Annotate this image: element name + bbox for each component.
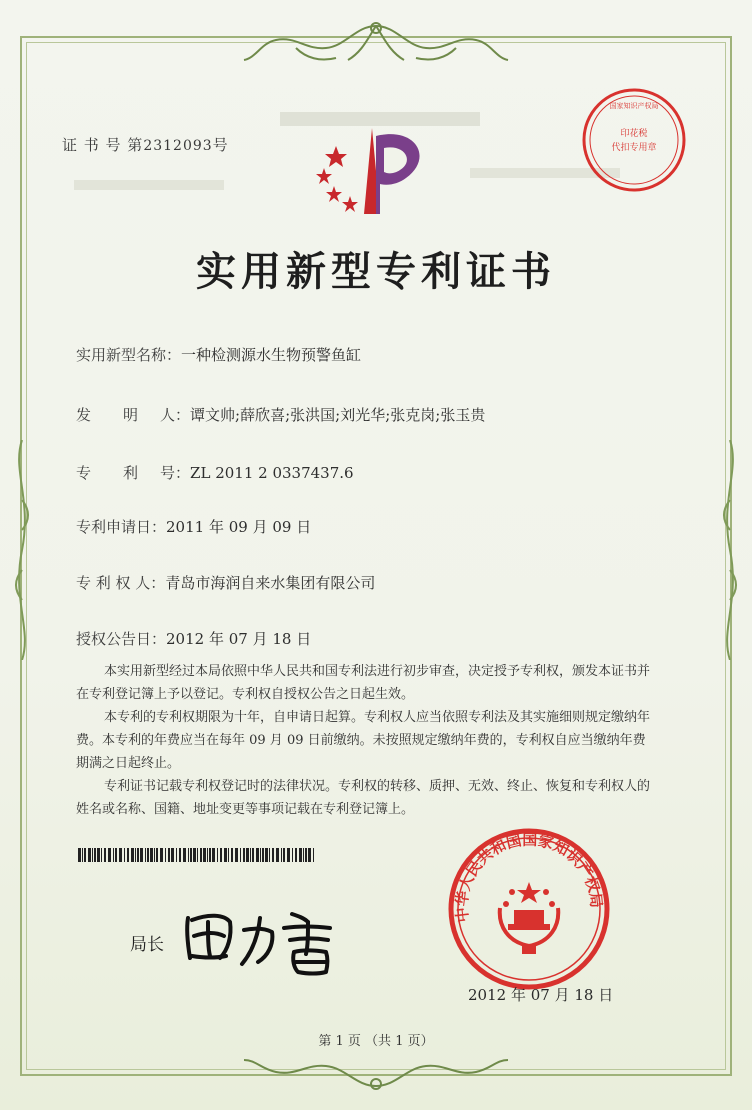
certificate-title: 实用新型专利证书 [196,248,556,295]
background-watermark [74,180,224,190]
field-patentee [76,572,375,593]
field-value: 2011 年 09 月 09 日 [166,518,312,536]
barcode [78,848,318,862]
field-label: 号： [160,464,191,482]
field-label: 专 利 权 人： [76,574,166,592]
issue-date: 2012 年 07 月 18 日 [468,986,614,1004]
field-value: 青岛市海润自来水集团有限公司 [165,574,376,592]
field-label: 人： [160,406,191,424]
svg-text:国家知识产权局: 国家知识产权局 [609,102,659,110]
field-value: 一种检测源水生物预警鱼缸 [181,346,362,364]
field-application-date [76,516,311,537]
field-utility-name [76,344,361,365]
certificate-number-value: 2312093 [143,138,213,154]
body-paragraph: 专利证书记载专利权登记时的法律状况。专利权的转移、质押、无效、终止、恢复和专利权人的姓名或名称、国籍、地址变更等事项记载在专利登记簿上。 [76,779,651,817]
field-value: ZL 2011 2 0337437.6 [190,464,354,482]
tax-stamp-seal [580,86,688,194]
field-value: 2012 年 07 月 18 日 [166,630,312,648]
certificate-number [62,134,229,155]
left-ornament [8,440,34,660]
field-patent-number [76,462,354,483]
patent-office-emblem-icon [306,118,446,228]
national-ip-office-seal [446,826,612,992]
body-paragraph: 本专利的专利权期限为十年，自申请日起算。专利权人应当依照专利法及其实施细则规定缴纳年费。本专利的年费应当在每年 09 月 09 日前缴纳。未按照规定缴纳年费的，专利权自应当缴纳年费期满之日起终止。 [76,710,651,771]
field-value: 谭文帅;薛欣喜;张洪国;刘光华;张克岗;张玉贵 [190,406,486,424]
field-label: 专利申请日： [76,518,167,536]
field-announcement-date [76,628,311,649]
director-signature [180,900,350,980]
field-label: 明 [123,406,139,424]
field-label: 利 [123,464,139,482]
field-label: 授权公告日： [76,630,167,648]
body-paragraph: 本实用新型经过本局依照中华人民共和国专利法进行初步审查，决定授予专利权，颁发本证书并在专利登记簿上予以登记。专利权自授权公告之日起生效。 [76,664,651,702]
certificate-body [76,660,658,821]
field-label: 实用新型名称： [76,346,182,364]
seal-text: 中华人民共和国国家知识产权局 [452,830,606,924]
field-label: 发 [76,406,92,424]
certificate-number-label: 证 书 号 第 [62,136,144,154]
page-number: 第 1 页 （共 1 页） [318,1034,434,1049]
field-inventor [76,404,485,425]
field-label: 专 [76,464,92,482]
right-ornament [718,440,744,660]
bottom-ornament [236,1056,516,1096]
director-label: 局长 [130,935,164,955]
svg-text:代扣专用章: 代扣专用章 [611,143,657,153]
top-ornament [236,18,516,70]
svg-text:中华人民共和国国家知识产权局 [453,831,606,923]
svg-text:印花税: 印花税 [620,129,648,139]
certificate-number-suffix: 号 [212,136,229,154]
